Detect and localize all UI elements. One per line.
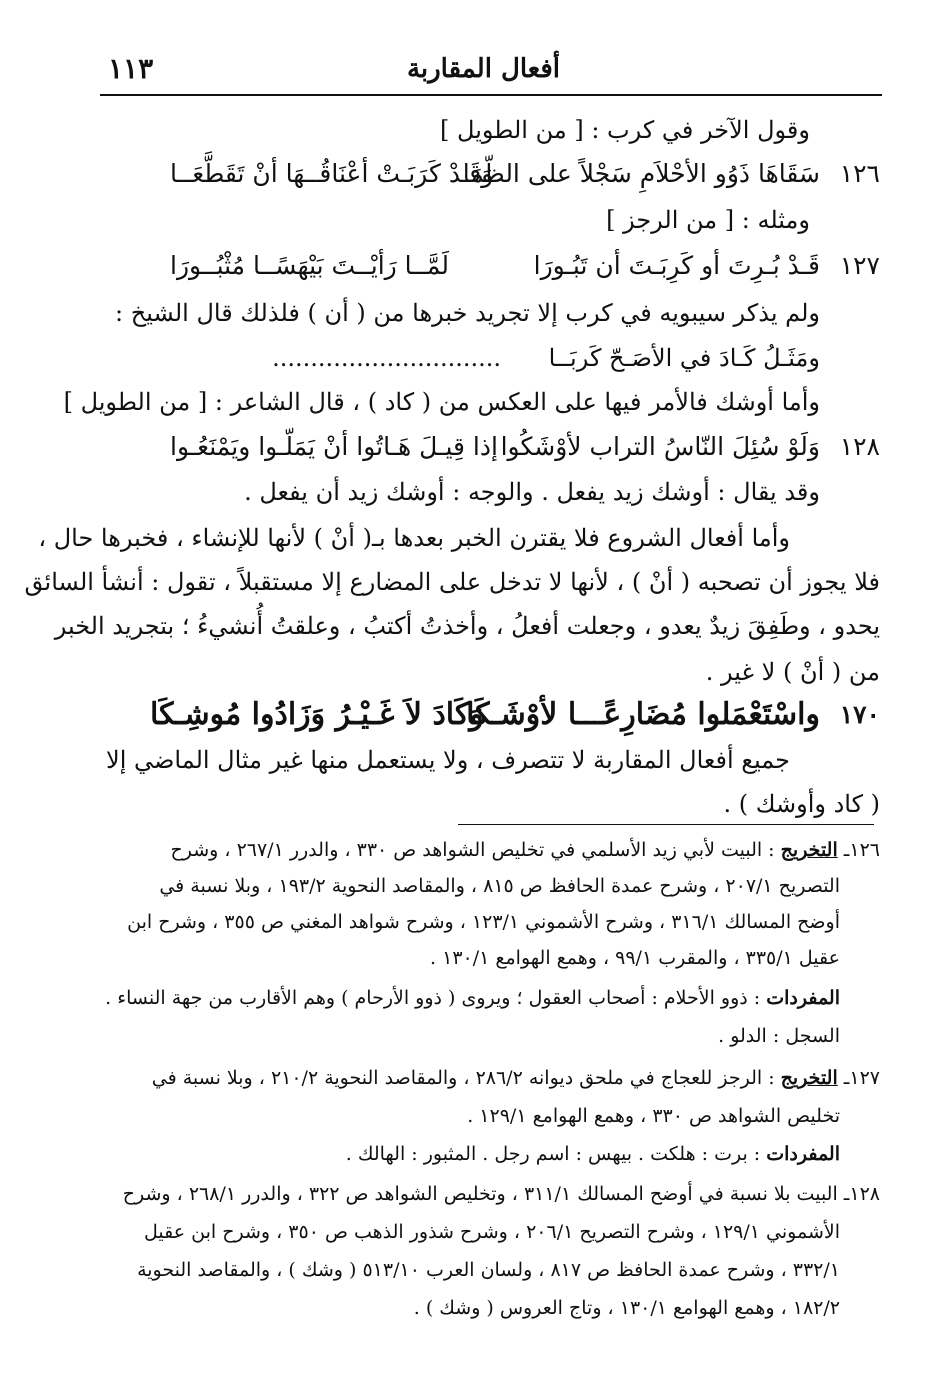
verse-second-hemistich: لَمَّــا رَأيْــتَ بَيْهَسًــا مُثْبُــورَا: [170, 251, 450, 280]
verse-first-hemistich: وَلَوْ سُئِلَ النّاسُ التراب لأوْشَكُوا: [500, 432, 820, 461]
paragraph-3: وقد يقال : أوشك زيد يفعل . والوجه : أوشك زيد أن يفعل .: [244, 478, 820, 506]
header-rule: [100, 94, 882, 96]
footnote-128-line-1: [123, 1180, 880, 1208]
quote-text: ومَثَـلُ كَـادَ في الأصَـحّ كَربَــا: [548, 344, 820, 372]
footnote-126-line-4: عقيل ٣٣٥/١ ، والمقرب ٩٩/١ ، وهمع الهوامع ١٣٠/١ .: [430, 947, 840, 969]
verse-number: ١٢٧: [839, 251, 880, 280]
footnote-127-line-2: تخليص الشواهد ص ٣٣٠ ، وهمع الهوامع ١٢٩/١ .: [467, 1105, 840, 1127]
footnote-126-line-1: [171, 836, 881, 864]
verse-number: ١٢٦: [839, 159, 880, 188]
verse-second-hemistich: إذا قِيـلَ هَـاتُوا أنْ يَمَلّـوا ويَمْنَعُـوا: [170, 432, 498, 461]
footnote-number: ١٢٨ـ: [843, 1183, 880, 1205]
poem-number: ١٧٠: [839, 700, 880, 729]
footnote-128-line-2: الأشموني ١٢٩/١ ، وشرح التصريح ٢٠٦/١ ، وشرح شذور الذهب ص ٣٥٠ ، وشرح ابن عقيل: [144, 1221, 840, 1243]
paragraph-4-line-2: فلا يجوز أن تصحبه ( أنْ ) ، لأنها لا تدخل على المضارع إلا مستقبلاً ، تقول : أنشأ السائق: [24, 568, 880, 596]
quote-line: [272, 342, 820, 374]
footnote-label: التخريج: [780, 839, 838, 861]
verse-first-hemistich: سَقَاهَا ذَوُو الأحْلاَمِ سَجْلاً على الظّمَا: [462, 159, 820, 188]
poem-first-hemistich: واسْتَعْمَلوا مُضَارِعًـــا لأوْشَـكَا: [466, 697, 820, 732]
footnote-text: : البيت لأبي زيد الأسلمي في تخليص الشواهد ص ٣٣٠ ، والدرر ٢٦٧/١ ، وشرح: [170, 839, 775, 861]
footnote-126-line-2: التصريح ٢٠٧/١ ، وشرح عمدة الحافظ ص ٨١٥ ، والمقاصد النحوية ١٩٣/٢ ، وبلا نسبة في: [159, 875, 840, 897]
paragraph-4-line-1: وأما أفعال الشروع فلا يقترن الخبر بعدها بـ( أنْ ) لأنها للإنشاء ، فخبرها حال ،: [38, 524, 790, 552]
footnote-126-line-3: أوضح المسالك ٣١٦/١ ، وشرح الأشموني ١٢٣/١ ، وشرح شواهد المغني ص ٣٥٥ ، وشرح ابن: [127, 911, 840, 933]
verse-second-hemistich: وَقَـدْ كَرَبَـتْ أعْنَاقُــهَا أنْ تَقَطَّعَــا: [170, 159, 494, 188]
footnote-number: ١٢٧ـ: [843, 1067, 880, 1089]
vocab-text: : ذوو الأحلام : أصحاب العقول ؛ ويروى ( ذوو الأرحام ) وهم الأقارب من جهة النساء .: [105, 987, 761, 1009]
paragraph-1: ولم يذكر سيبويه في كرب إلا تجريد خبرها من ( أن ) فلذلك قال الشيخ :: [115, 299, 820, 327]
verse-number: ١٢٨: [839, 432, 880, 461]
footnote-127-vocab-1: [346, 1140, 840, 1168]
poem-second-hemistich: وَكَادَ لاَ غَـيْـرُ وَزَادُوا مُوشِـكَا: [150, 697, 484, 732]
paragraph-5-line-1: جميع أفعال المقاربة لا تتصرف ، ولا يستعمل منها غير مثال الماضي إلا: [106, 746, 790, 774]
vocab-label: المفردات: [766, 1143, 840, 1165]
vocab-label: المفردات: [766, 987, 840, 1009]
footnote-127-line-1: [152, 1064, 880, 1092]
vocab-text: : برت : هلكت . بيهس : اسم رجل . المثبور : الهالك .: [345, 1143, 761, 1165]
footnote-text: البيت بلا نسبة في أوضح المسالك ٣١١/١ ، وتخليص الشواهد ص ٣٢٢ ، والدرر ٢٦٨/١ ، وشرح: [122, 1183, 838, 1205]
footnote-128-line-3: ٣٣٢/١ ، وشرح عمدة الحافظ ص ٨١٧ ، ولسان العرب ٥١٣/١٠ ( وشك ) ، والمقاصد النحوية: [137, 1259, 840, 1281]
footnote-number: ١٢٦ـ: [843, 839, 880, 861]
intro-126: وقول الآخر في كرب : [ من الطويل ]: [440, 116, 810, 144]
paragraph-2: وأما أوشك فالأمر فيها على العكس من ( كاد ) ، قال الشاعر : [ من الطويل ]: [63, 388, 820, 416]
footnote-rule: [458, 824, 874, 825]
intro-127: ومثله : [ من الرجز ]: [606, 206, 810, 234]
footnote-text: : الرجز للعجاج في ملحق ديوانه ٢٨٦/٢ ، والمقاصد النحوية ٢١٠/٢ ، وبلا نسبة في: [151, 1067, 775, 1089]
paragraph-4-line-4: من ( أنْ ) لا غير .: [705, 658, 880, 686]
running-header-title: أفعال المقاربة: [406, 54, 560, 84]
footnote-128-line-4: ١٨٢/٢ ، وهمع الهوامع ١٣٠/١ ، وتاج العروس ( وشك ) .: [413, 1297, 840, 1319]
footnote-126-vocab-1: [105, 984, 840, 1012]
verse-first-hemistich: قَـدْ بُـرِتَ أو كَرِبَـتَ أن تَبُـورَا: [533, 251, 820, 280]
quote-dots: ..............................: [272, 344, 502, 372]
page-number: ١١٣: [108, 52, 154, 85]
paragraph-5-line-2: ( كاد وأوشك ) .: [723, 790, 880, 818]
footnote-label: التخريج: [780, 1067, 838, 1089]
footnote-126-vocab-2: السجل : الدلو .: [718, 1025, 840, 1047]
paragraph-4-line-3: يحدو ، وطَفِقَ زيدٌ يعدو ، وجعلت أفعلُ ، وأخذتُ أكتبُ ، وعلقتُ أُنشيءُ ؛ بتجريد الخبر: [54, 612, 880, 640]
